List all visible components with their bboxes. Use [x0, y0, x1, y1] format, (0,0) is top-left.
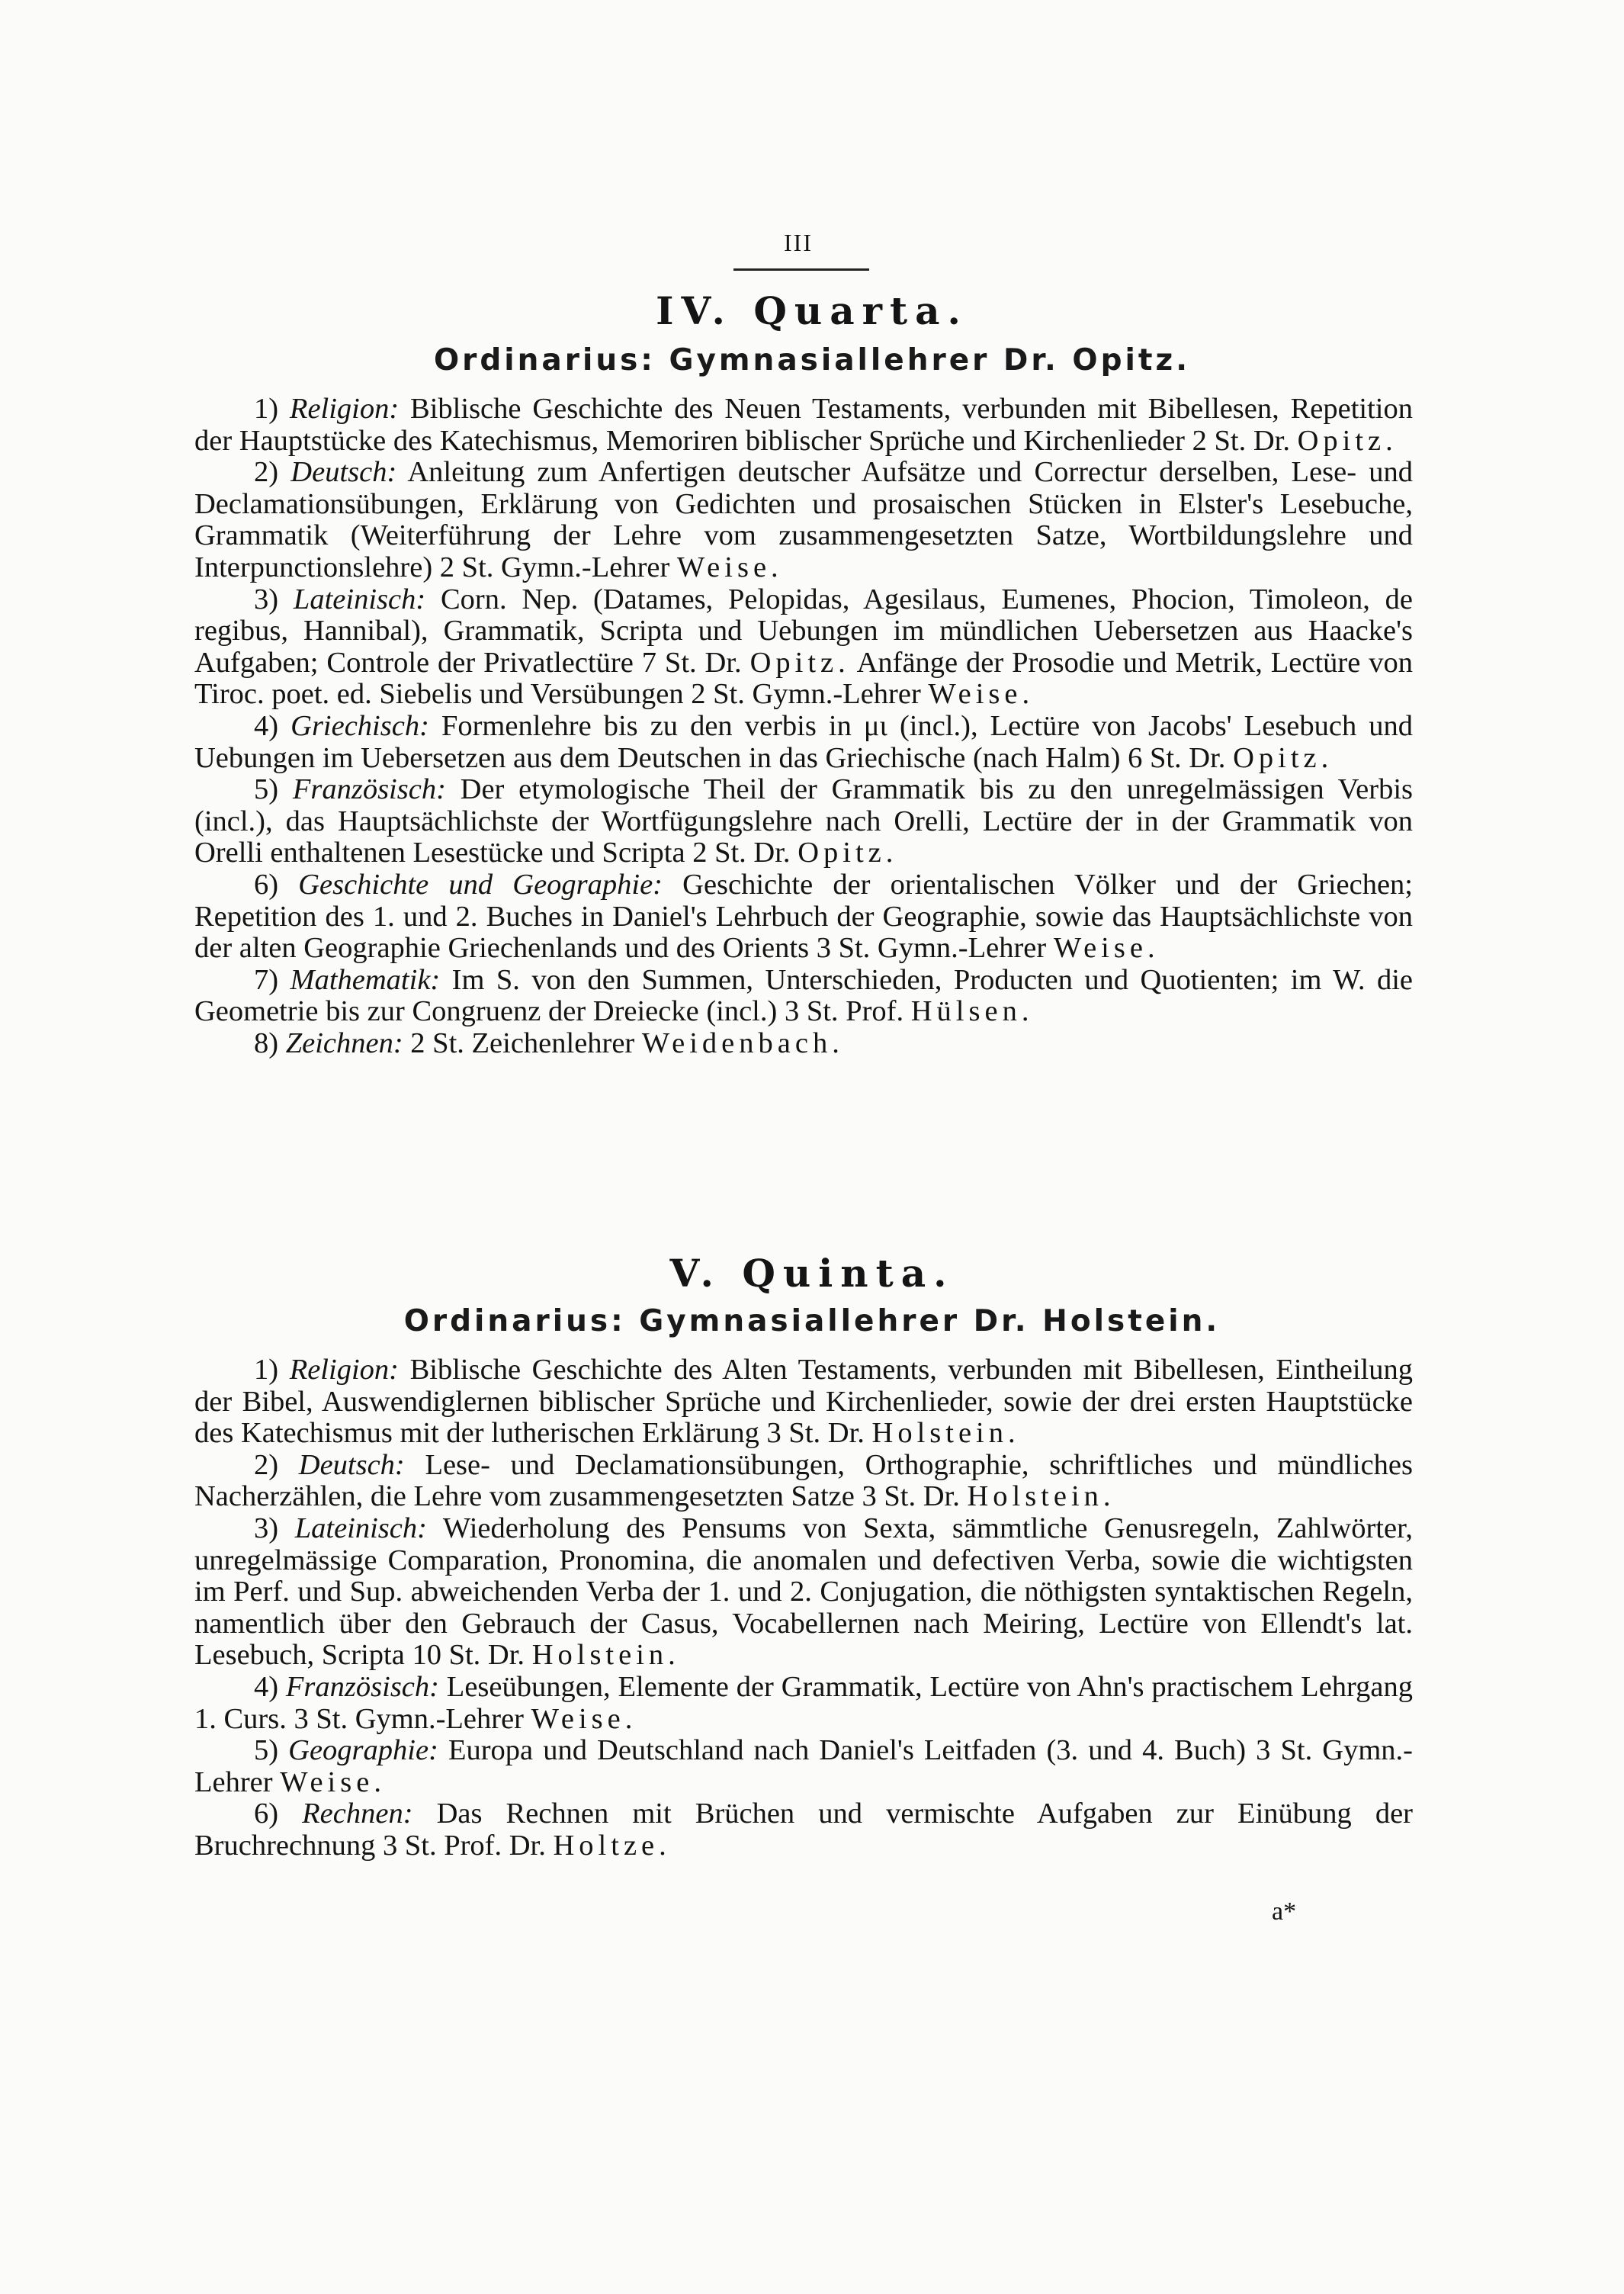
course-item: [194, 1735, 1413, 1798]
item-number: 2): [254, 456, 279, 489]
teacher-name: Weise.: [280, 1765, 386, 1798]
subject-label: Lateinisch:: [294, 1512, 427, 1544]
item-number: 7): [254, 963, 279, 996]
course-item: [194, 1028, 1413, 1060]
course-item: [194, 774, 1413, 869]
section-heading-quarta: IV. Quarta.: [656, 288, 968, 333]
page-number: III: [784, 229, 813, 256]
item-text: Formenlehre bis zu den verbis in μι (incl.), Lectüre von Jacobs' Lesebuch und Uebungen im Uebersetzen aus dem Deutschen in das Griechische (nach Halm) 6 St. Dr.: [194, 709, 1413, 774]
course-item: [194, 1354, 1413, 1450]
subject-label: Zeichnen:: [285, 1027, 403, 1059]
item-text: Leseübungen, Elemente der Grammatik, Lectüre von Ahn's practischem Lehrgang 1. Curs. 3 St. Gymn.-Lehrer: [194, 1670, 1414, 1735]
item-text: Geschichte der orientalischen Völker und der Griechen; Repetition des 1. und 2. Buches in Daniel's Lehrbuch der Geographie, sowie das Hauptsächlichste von der alten Geographie Griechenlands und des Orients 3 St. Gymn.-Lehrer: [194, 868, 1414, 965]
header-rule: [733, 268, 869, 271]
teacher-name: Holstein.: [871, 1417, 1020, 1450]
section-heading-quinta: V. Quinta.: [669, 1251, 955, 1296]
subject-label: Geschichte und Geographie:: [298, 868, 663, 901]
subject-label: Griechisch:: [290, 709, 429, 742]
item-number: 3): [254, 583, 279, 615]
teacher-name: Holstein.: [967, 1480, 1115, 1513]
item-text: Anleitung zum Anfertigen deutscher Aufsätze und Correctur derselben, Lese- und Declamationsübungen, Erklärung von Gedichten und prosaischen Stücken in Elster's Lesebuche, Grammatik (Weiterführung der Lehre vom zusammengesetzten Satze, Wortbildungslehre und Interpunctionslehre) 2 St. Gymn.-Lehrer: [194, 456, 1414, 583]
teacher-name: Holtze.: [553, 1829, 671, 1862]
ordinarius-quinta: Ordinarius: Gymnasiallehrer Dr. Holstein.: [403, 1304, 1221, 1338]
course-item: [194, 1672, 1413, 1735]
course-item: [194, 457, 1413, 583]
subject-label: Deutsch:: [298, 1448, 405, 1481]
curriculum-quinta: [194, 1354, 1413, 1862]
course-item: [194, 711, 1413, 774]
item-text: Im S. von den Summen, Unterschieden, Producten und Quotienten; im W. die Geometrie bis zur Congruenz der Dreiecke (incl.) 3 St. Prof.: [194, 963, 1414, 1028]
item-text: Lese- und Declamationsübungen, Orthographie, schriftliches und mündliches Nacherzählen, die Lehre vom zusammengesetzten Satze 3 St. Dr.: [194, 1448, 1413, 1513]
item-number: 1): [254, 1354, 279, 1386]
item-number: 3): [254, 1512, 279, 1544]
course-item: [194, 394, 1413, 457]
subject-label: Rechnen:: [302, 1798, 413, 1830]
subject-label: Mathematik:: [290, 963, 441, 996]
item-text: Biblische Geschichte des Alten Testaments, verbunden mit Bibellesen, Eintheilung der Bibel, Auswendiglernen biblischer Sprüche und Kirchenlieder, sowie der drei ersten Hauptstücke des Katechismus mit der lutherischen Erklärung 3 St. Dr.: [194, 1354, 1413, 1450]
teacher-name: Weise.: [531, 1702, 637, 1735]
teacher-name: Opitz.: [798, 837, 898, 869]
item-number: 5): [254, 773, 279, 806]
item-text: Anfänge der Prosodie und Metrik, Lectüre von Tiroc. poet. ed. Siebelis und Versübungen 2 St. Gymn.-Lehrer: [194, 646, 1413, 711]
item-number: 4): [254, 1670, 279, 1703]
item-number: 6): [254, 1798, 279, 1830]
course-item: [194, 869, 1413, 965]
item-number: 5): [254, 1734, 279, 1767]
teacher-name: Opitz.: [1233, 741, 1334, 774]
curriculum-quarta: [194, 394, 1413, 1059]
item-number: 8): [254, 1027, 279, 1059]
subject-label: Lateinisch:: [293, 583, 426, 615]
item-number: 6): [254, 868, 279, 901]
teacher-name: Holstein.: [531, 1639, 680, 1672]
course-item: [194, 584, 1413, 711]
teacher-name: Opitz.: [749, 646, 850, 679]
subject-label: Französisch:: [292, 773, 446, 806]
subject-label: Religion:: [289, 1354, 399, 1386]
teacher-name: Weise.: [1053, 932, 1160, 965]
course-item: [194, 1450, 1413, 1513]
item-text: Biblische Geschichte des Neuen Testaments, verbunden mit Bibellesen, Repetition der Hauptstücke des Katechismus, Memoriren biblischer Sprüche und Kirchenlieder 2 St. Dr.: [194, 393, 1413, 457]
teacher-name: Weise.: [928, 678, 1035, 711]
subject-label: Französisch:: [285, 1670, 439, 1703]
item-text: Wiederholung des Pensums von Sexta, sämmtliche Genusregeln, Zahlwörter, unregelmässige Comparation, Pronomina, die anomalen und defectiven Verba, sowie die wichtigsten im Perf. und Sup. abweichenden Verba der 1. und 2. Conjugation, die nöthigsten syntaktischen Regeln, namentlich über den Gebrauch der Casus, Vocabellernen nach Meiring, Lectüre von Ellendt's lat. Lesebuch, Scripta 10 St. Dr.: [194, 1512, 1413, 1672]
course-item: [194, 1513, 1413, 1672]
item-text: Europa und Deutschland nach Daniel's Leitfaden (3. und 4. Buch) 3 St. Gymn.-Lehrer: [194, 1734, 1413, 1798]
item-number: 4): [254, 709, 279, 742]
item-text: 2 St. Zeichenlehrer: [403, 1027, 642, 1059]
teacher-name: Weise.: [676, 551, 783, 583]
item-text: Corn. Nep. (Datames, Pelopidas, Agesilaus, Eumenes, Phocion, Timoleon, de regibus, Hannibal), Grammatik, Scripta und Uebungen im mündlichen Uebersetzen aus Haacke's Aufgaben; Controle der Privatlectüre 7 St. Dr.: [194, 583, 1414, 679]
course-item: [194, 1798, 1413, 1862]
teacher-name: Opitz.: [1297, 424, 1398, 457]
subject-label: Religion:: [289, 393, 400, 425]
item-number: 2): [254, 1448, 279, 1481]
teacher-name: Weidenbach.: [641, 1027, 844, 1059]
signature-mark: a*: [1272, 1897, 1297, 1926]
course-item: [194, 965, 1413, 1028]
subject-label: Deutsch:: [290, 456, 397, 489]
item-number: 1): [254, 393, 279, 425]
item-text: Der etymologische Theil der Grammatik bis zu den unregelmässigen Verbis (incl.), das Hauptsächlichste der Wortfügungslehre nach Orelli, Lectüre der in der Grammatik von Orelli enthaltenen Lesestücke und Scripta 2 St. Dr.: [194, 773, 1414, 869]
item-text: Das Rechnen mit Brüchen und vermischte Aufgaben zur Einübung der Bruchrechnung 3 St. Prof. Dr.: [194, 1798, 1413, 1862]
subject-label: Geographie:: [288, 1734, 438, 1767]
teacher-name: Hülsen.: [910, 995, 1034, 1028]
ordinarius-quarta: Ordinarius: Gymnasiallehrer Dr. Opitz.: [433, 343, 1191, 378]
